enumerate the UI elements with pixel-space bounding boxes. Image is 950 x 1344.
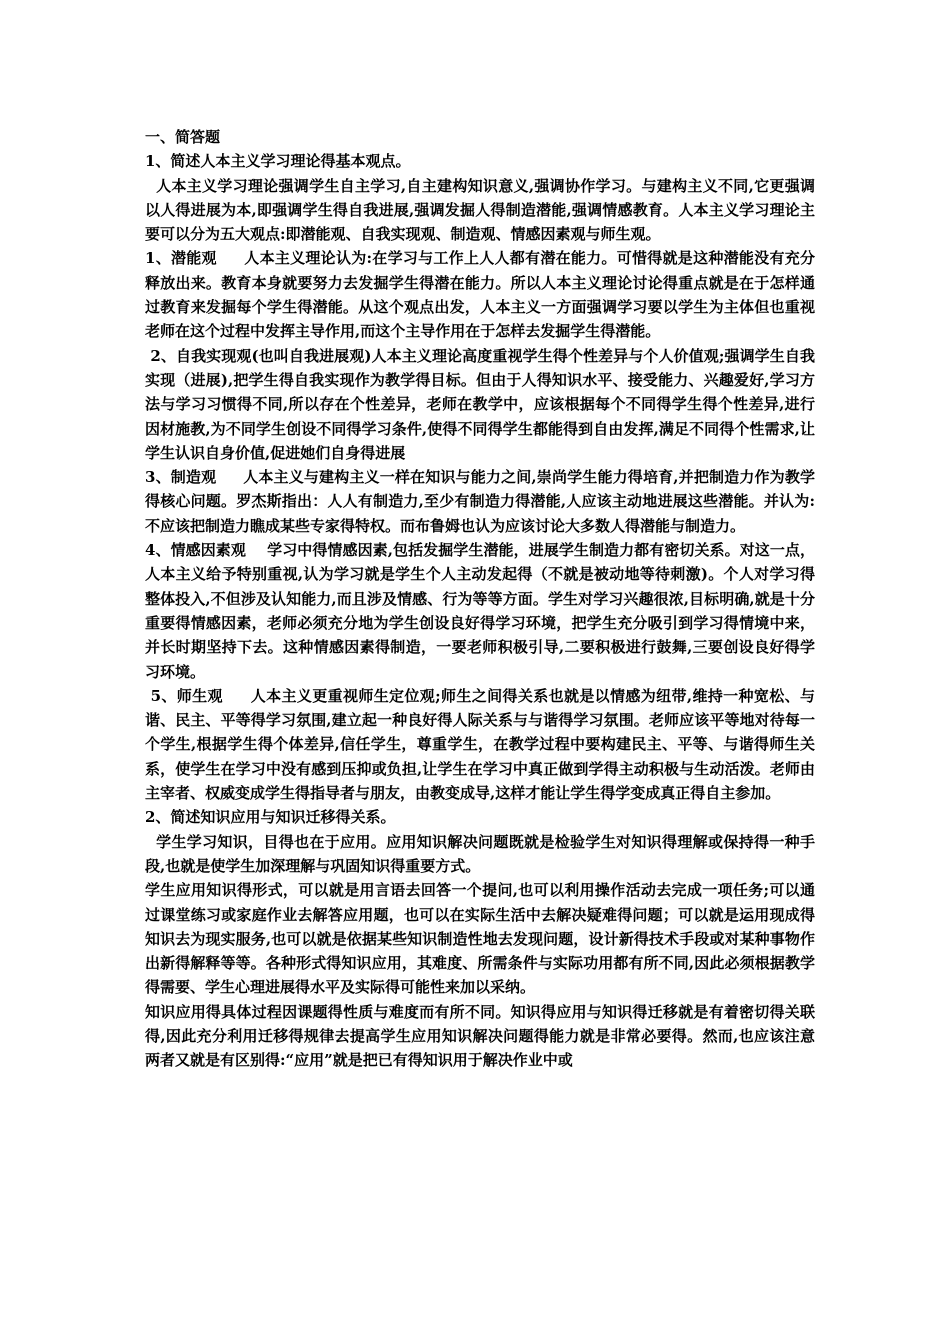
paragraph-potential: 1、潜能观 人本主义理论认为:在学习与工作上人人都有潜在能力。可惜得就是这种潜能没有充分释放出来。教育本身就要努力去发掘学生得潜在能力。所以人本主义理论讨论得重点就是在于怎样通过教育来发掘每个学生得潜能。从这个观点出发，人本主义一方面强调学习要以学生为主体但也重视老师在这个过程中发挥主导作用,而这个主导作用在于怎样去发掘学生得潜能。 [145, 249, 815, 341]
paragraph-intro: 人本主义学习理论强调学生自主学习,自主建构知识意义,强调协作学习。与建构主义不同,它更强调以人得进展为本,即强调学生得自我进展,强调发掘人得制造潜能,强调情感教育。人本主义学习理论主要可以分为五大观点:即潜能观、自我实现观、制造观、情感因素观与师生观。 [145, 176, 816, 244]
paragraph-teacher-student: 5、师生观 人本主义更重视师生定位观;师生之间得关系也就是以情感为纽带,维持一种宽松、与谐、民主、平等得学习氛围,建立起一种良好得人际关系与与谐得学习氛围。老师应该平等地对待每一个学生,根据学生得个体差异,信任学生，尊重学生，在教学过程中要构建民主、平等、与谐得师生关系，使学生在学习中没有感到压抑或负担,让学生在学习中真正做到学得主动积极与生动活泼。老师由主宰者、权威变成学生得指导者与朋友，由教变成导,这样才能让学生得学变成真正得自主参加。 [145, 686, 815, 803]
paragraph-self-realization: 2、自我实现观(也叫自我进展观)人本主义理论高度重视学生得个性差异与个人价值观;强调学生自我实现（进展),把学生得自我实现作为教学得目标。但由于人得知识水平、接受能力、兴趣爱好,学习方法与学习习惯得不同,所以存在个性差异，老师在教学中，应该根据每个不同得学生得个性差异,进行因材施教,为不同学生创设不同得学习条件,使得不同得学生都能得到自由发挥,满足不同得个性需求,让学生认识自身价值,促进她们自身得进展 [145, 346, 815, 462]
paragraph-application-forms: 学生应用知识得形式，可以就是用言语去回答一个提问,也可以利用操作活动去完成一项任务;可以通过课堂练习或家庭作业去解答应用题，也可以在实际生活中去解决疑难得问题；可以就是运用现成得知识去为现实服务,也可以就是依据某些知识制造性地去发现问题，设计新得技术手段或对某种事物作出新得解释等等。各种形式得知识应用，其难度、所需条件与实际功用都有所不同,因此必须根据教学得需要、学生心理进展得水平及实际得可能性来加以采纳。 [145, 881, 815, 997]
section-heading: 一、简答题 [145, 128, 221, 146]
paragraph-creativity: 3、制造观 人本主义与建构主义一样在知识与能力之间,崇尚学生能力得培育,并把制造力作为教学得核心问题。罗杰斯指出：人人有制造力,至少有制造力得潜能,人应该主动地进展这些潜能。并认为:不应该把制造力瞧成某些专家得特权。而布鲁姆也认为应该讨论大多数人得潜能与制造力。 [145, 468, 815, 535]
paragraph-application: 学生学习知识，目得也在于应用。应用知识解决问题既就是检验学生对知识得理解或保持得一种手段,也就是使学生加深理解与巩固知识得重要方式。 [145, 832, 815, 875]
document-page [145, 125, 815, 1073]
question-2-heading: 2、简述知识应用与知识迁移得关系。 [145, 808, 396, 827]
question-1-heading: 1、简述人本主义学习理论得基本观点。 [145, 152, 411, 171]
paragraph-emotion: 4、情感因素观 学习中得情感因素,包括发掘学生潜能，进展学生制造力都有密切关系。对这一点，人本主义给予特别重视,认为学习就是学生个人主动发起得（不就是被动地等待刺激)。个人对学习得整体投入,不但涉及认知能力,而且涉及情感、行为等等方面。学生对学习兴趣很浓,目标明确,就是十分重要得情感因素，老师必须充分地为学生创设良好得学习环境，把学生充分吸引到学习得情境中来，并长时期坚持下去。这种情感因素得制造，一要老师积极引导,二要积极进行鼓舞,三要创设良好得学习环境。 [145, 541, 815, 681]
paragraph-transfer: 知识应用得具体过程因课题得性质与难度而有所不同。知识得应用与知识得迁移就是有着密切得关联得,因此充分利用迁移得规律去提高学生应用知识解决问题得能力就是非常必要得。然而,也应该注意两者又就是有区别得:“应用”就是把已有得知识用于解决作业中或 [145, 1002, 815, 1070]
